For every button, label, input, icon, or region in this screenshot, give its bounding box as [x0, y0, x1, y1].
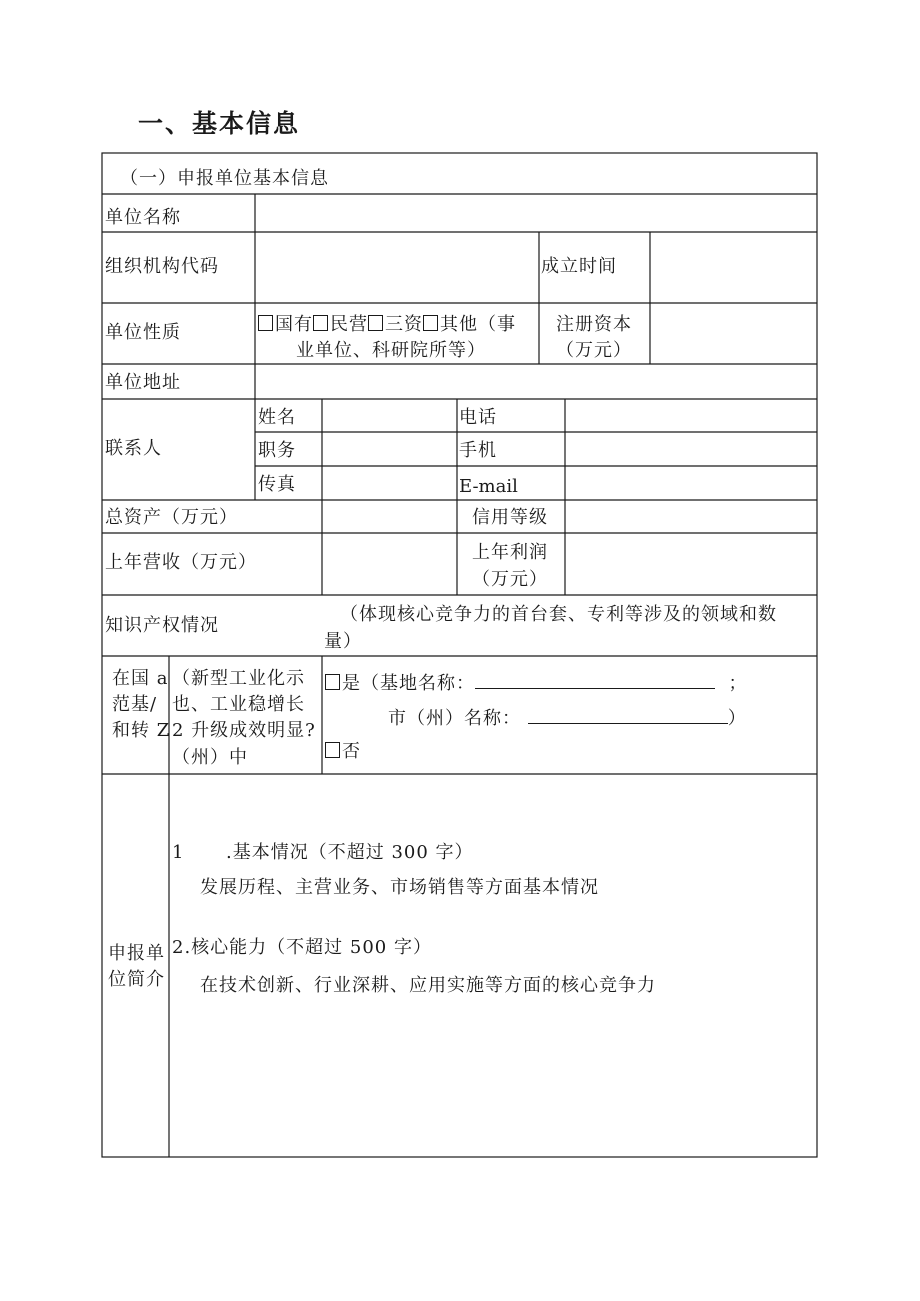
intro-label-line1: 申报单: [108, 943, 165, 964]
checkbox-private[interactable]: [313, 315, 328, 331]
base-yes-option: 是（基地名称： ；: [325, 668, 747, 697]
intro-item1-desc: 发展历程、主营业务、市场销售等方面基本情况: [200, 877, 599, 898]
checkbox-base-yes[interactable]: [325, 674, 340, 690]
contact-label: 联系人: [105, 438, 162, 459]
intro-item2-title: 2.核心能力（不超过 500 字）: [172, 937, 432, 958]
revenue-field[interactable]: [323, 534, 456, 594]
contact-position-field[interactable]: [323, 433, 456, 465]
intro-item1-title: .基本情况（不超过 300 字）: [226, 842, 474, 863]
credit-rating-field[interactable]: [566, 501, 816, 532]
org-code-label: 组织机构代码: [105, 256, 219, 277]
unit-name-label: 单位名称: [105, 207, 181, 228]
section-title: （一）申报单位基本信息: [120, 168, 329, 189]
ip-label: 知识产权情况: [105, 615, 219, 636]
nature-options-line2: 业单位、科研院所等）: [296, 340, 486, 361]
unit-name-field[interactable]: [256, 195, 816, 231]
profit-unit: （万元）: [472, 569, 548, 590]
page-title: 一、基本信息: [138, 109, 301, 138]
established-field[interactable]: [651, 233, 816, 302]
established-label: 成立时间: [541, 256, 617, 277]
address-field[interactable]: [256, 365, 816, 398]
nature-label: 单位性质: [105, 322, 181, 343]
base-desc-line4: （州）中: [172, 747, 248, 768]
registered-capital-unit: （万元）: [556, 340, 632, 361]
base-label-line1: 在国 a: [112, 668, 169, 689]
intro-item2-desc: 在技术创新、行业深耕、应用实施等方面的核心竞争力: [200, 975, 656, 996]
org-code-field[interactable]: [256, 233, 538, 302]
contact-name-label: 姓名: [258, 407, 296, 428]
base-desc-line1: （新型工业化示: [172, 668, 305, 689]
registered-capital-field[interactable]: [651, 304, 816, 363]
intro-item1-number: 1: [172, 842, 185, 863]
base-city-line: 市（州）名称： ）: [388, 703, 747, 732]
registered-capital-label: 注册资本: [556, 314, 632, 335]
contact-phone-field[interactable]: [566, 400, 816, 431]
nature-options: 国有 民营 三资 其他（事: [258, 312, 516, 338]
ip-hint-line2: 量）: [324, 631, 362, 652]
contact-email-field[interactable]: [566, 467, 816, 499]
checkbox-foreign[interactable]: [368, 315, 383, 331]
contact-mobile-field[interactable]: [566, 433, 816, 465]
revenue-label: 上年营收（万元）: [105, 552, 257, 573]
base-desc-line2: 也、工业稳增长: [172, 694, 305, 715]
profit-label: 上年利润: [472, 542, 548, 563]
contact-fax-label: 传真: [258, 474, 296, 495]
ip-hint-line1: （体现核心竞争力的首台套、专利等涉及的领域和数: [340, 604, 777, 625]
base-name-input[interactable]: [475, 668, 715, 689]
intro-text-area[interactable]: [170, 1010, 816, 1156]
contact-name-field[interactable]: [323, 400, 456, 431]
intro-label-line2: 位简介: [108, 969, 165, 990]
checkbox-state-owned[interactable]: [258, 315, 273, 331]
profit-field[interactable]: [566, 534, 816, 594]
checkbox-other[interactable]: [423, 315, 438, 331]
credit-rating-label: 信用等级: [472, 507, 548, 528]
contact-fax-field[interactable]: [323, 467, 456, 499]
checkbox-base-no[interactable]: [325, 742, 340, 758]
base-desc-line3: 2 升级成效明显?: [172, 720, 316, 741]
base-label-line3: 和转 Z: [112, 720, 171, 741]
address-label: 单位地址: [105, 372, 181, 393]
contact-email-label: E-mail: [459, 476, 518, 497]
base-label-line2: 范基/: [112, 694, 158, 715]
contact-mobile-label: 手机: [459, 440, 497, 461]
base-no-option: 否: [325, 739, 361, 765]
base-city-input[interactable]: [528, 703, 728, 724]
contact-phone-label: 电话: [459, 407, 497, 428]
total-assets-label: 总资产（万元）: [105, 507, 238, 528]
total-assets-field[interactable]: [323, 501, 456, 532]
contact-position-label: 职务: [258, 440, 296, 461]
